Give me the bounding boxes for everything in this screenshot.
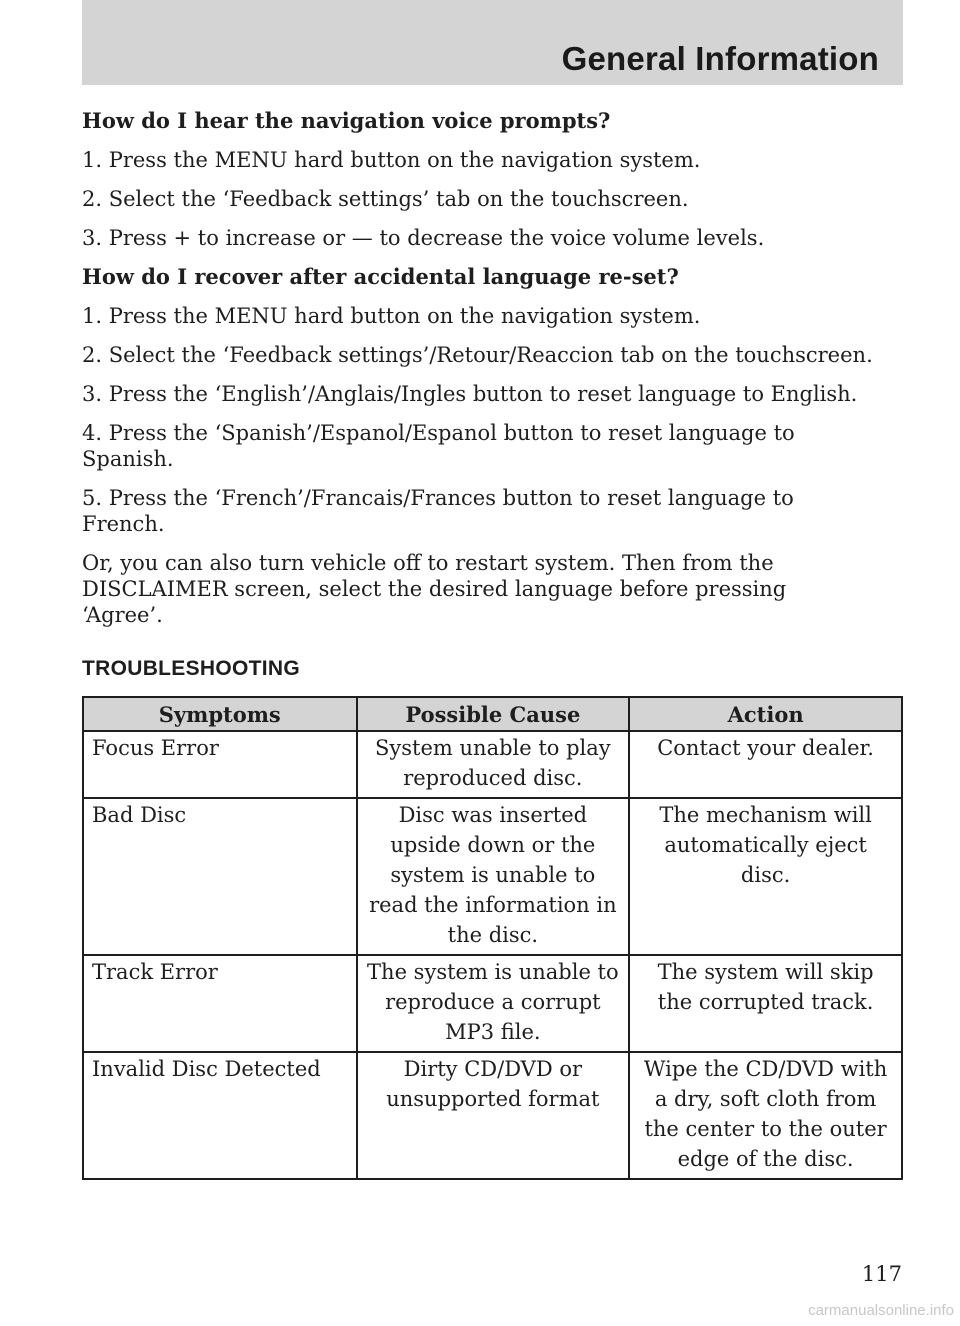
troubleshooting-heading: TROUBLESHOOTING xyxy=(82,657,300,680)
step-text: 1. Press the MENU hard button on the navigation system. xyxy=(82,148,701,172)
step-text: 4. Press the ‘Spanish’/Espanol/Espanol button to reset language to Spanish. xyxy=(82,421,795,471)
cause-cell: Dirty CD/DVD or unsupported format xyxy=(357,1052,630,1179)
action-cell: Contact your dealer. xyxy=(629,731,902,798)
symptom-cell: Bad Disc xyxy=(83,798,357,955)
table-row xyxy=(83,731,902,798)
note-paragraph: Or, you can also turn vehicle off to restart system. Then from the DISCLAIMER screen, select the desired language before pressing ‘Agree’. xyxy=(82,551,787,627)
action-cell: Wipe the CD/DVD with a dry, soft cloth from the center to the outer edge of the disc. xyxy=(629,1052,902,1179)
step-text: 1. Press the MENU hard button on the navigation system. xyxy=(82,304,701,328)
step-text: 3. Press + to increase or — to decrease the voice volume levels. xyxy=(82,226,765,250)
step-text: 3. Press the ‘English’/Anglais/Ingles button to reset language to English. xyxy=(82,382,858,406)
watermark-text: carmanualsonline.info xyxy=(808,1302,954,1319)
step-text: 2. Select the ‘Feedback settings’ tab on the touchscreen. xyxy=(82,187,689,211)
table-row xyxy=(83,798,902,955)
table-header-row xyxy=(83,697,902,731)
symptom-cell: Focus Error xyxy=(83,731,357,798)
step-text: 5. Press the ‘French’/Francais/Frances button to reset language to French. xyxy=(82,486,794,536)
page-header-title: General Information xyxy=(561,40,879,77)
action-cell: The mechanism will automatically eject disc. xyxy=(629,798,902,955)
column-header: Symptoms xyxy=(83,697,357,731)
question-language-reset: How do I recover after accidental language re-set? xyxy=(82,264,679,289)
troubleshooting-table xyxy=(82,696,903,1180)
cause-cell: The system is unable to reproduce a corrupt MP3 file. xyxy=(357,955,630,1052)
page-content xyxy=(82,108,907,1180)
question-voice-prompts: How do I hear the navigation voice prompts? xyxy=(82,108,611,133)
page-header xyxy=(82,0,903,85)
cause-cell: Disc was inserted upside down or the system is unable to read the information in the disc. xyxy=(357,798,630,955)
action-cell: The system will skip the corrupted track. xyxy=(629,955,902,1052)
table-row xyxy=(83,955,902,1052)
symptom-cell: Track Error xyxy=(83,955,357,1052)
column-header: Possible Cause xyxy=(357,697,630,731)
step-text: 2. Select the ‘Feedback settings’/Retour/Reaccion tab on the touchscreen. xyxy=(82,343,873,367)
cause-cell: System unable to play reproduced disc. xyxy=(357,731,630,798)
column-header: Action xyxy=(629,697,902,731)
symptom-cell: Invalid Disc Detected xyxy=(83,1052,357,1179)
page-number: 117 xyxy=(861,1262,902,1286)
table-row xyxy=(83,1052,902,1179)
